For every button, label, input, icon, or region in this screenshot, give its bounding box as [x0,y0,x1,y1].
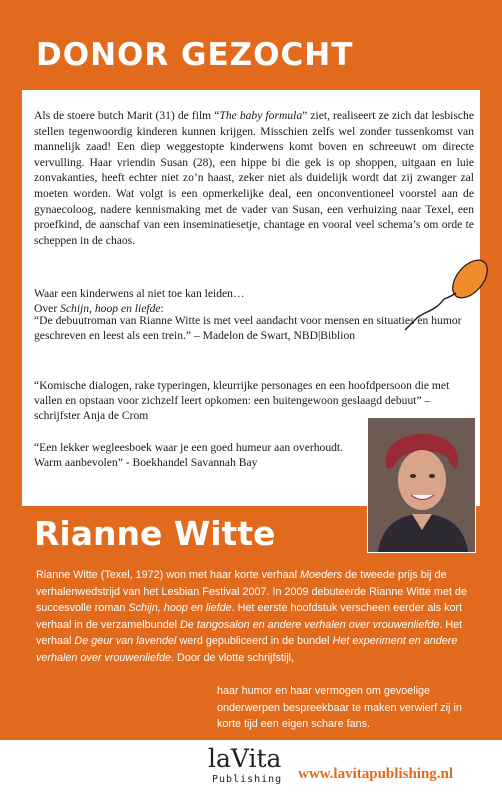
author-bio-continued: haar humor en haar vermogen om gevoelige onderwerpen bespreekbaar te maken verwierf zij in korte tijd een eigen schare fans. [217,685,462,730]
work-title: Moeders [300,569,343,581]
work-title: De tangosalon en andere verhalen over vrouwenliefde [180,618,440,631]
work-title: Het experiment en andere verhalen over vrouwenliefde [36,635,458,664]
tagline: Waar een kinderwens al niet toe kan leiden… [34,287,245,300]
author-bio: Rianne Witte (Texel, 1972) won met haar korte verhaal Moeders de tweede prijs bij de verhalenwedstrijd van het Lesbian Festival 2007. In 2009 debuteerde Rianne Witte met de succesvolle roman Schijn, hoop en liefde. Het eerste hoofdstuk verscheen eerder als kort verhaal in de verzamelbundel De tangosalon en andere verhalen over vrouwenliefde. Het verhaal De geur van lavendel werd gepubliceerd in de bundel Het experiment en andere verhalen over vrouwenliefde. Door de vlotte schrijfstijl, [36,569,467,664]
author-photo [367,417,476,553]
work-title: De geur van lavendel [74,635,177,647]
publisher-url[interactable]: www.lavitapublishing.nl [298,766,454,782]
publisher-logo: laVita [208,744,282,773]
film-title: The baby formula [219,109,303,122]
review-2: “Komische dialogen, rake typeringen, kleurrijke personages en een hoofdpersoon die met vallen en opstaan voor zichzelf leert opkomen: een buitengewoon geslaagd debuut” – schrijfster Anja de Crom [34,379,450,422]
page-title: DONOR GEZOCHT [36,37,354,73]
review-1: “De debuutroman van Rianne Witte is met veel aandacht voor mensen en situaties en humor geschreven en leest als een trein.” – Madelon de Swart, NBD|Biblion [34,314,462,342]
publisher-logo-sub: Publishing [212,774,283,785]
blurb-text: Als de stoere butch Marit (31) de film “The baby formula” ziet, realiseert ze zich dat lesbische stellen tegenwoordig kinderen kunnen krijgen. Misschien zelfs wel zonder tussenkomst van mannelijk zaad! Een diep weggestopte kinderwens komt boven en schreeuwt om directe vervulling. Haar vriendin Susan (28), een hippe bi die gek is op shoppen, uitgaan en luie zonvakanties, heeft echter niet zo’n haast, zeker niet als duidelijk wordt dat zij zwanger zal moeten worden. Wat volgt is een opmerkelijke deal, een onconventioneel voorstel aan de gynaecoloog, nadere kennismaking met de vader van Susan, een verhuizing naar Texel, een proefkind, de aanschaf van een inseminatiesetje, chantage en vooral veel schema’s om orde te scheppen in de chaos. [34,109,474,247]
reviews-intro: Over Schijn, hoop en liefde: [34,302,164,315]
review-3: “Een lekker wegleesboek waar je een goed humeur aan overhoudt. Warm aanbevolen” - Boekhandel Savannah Bay [34,441,344,469]
author-name: Rianne Witte [34,514,276,553]
work-title: Schijn, hoop en liefde [128,602,232,614]
